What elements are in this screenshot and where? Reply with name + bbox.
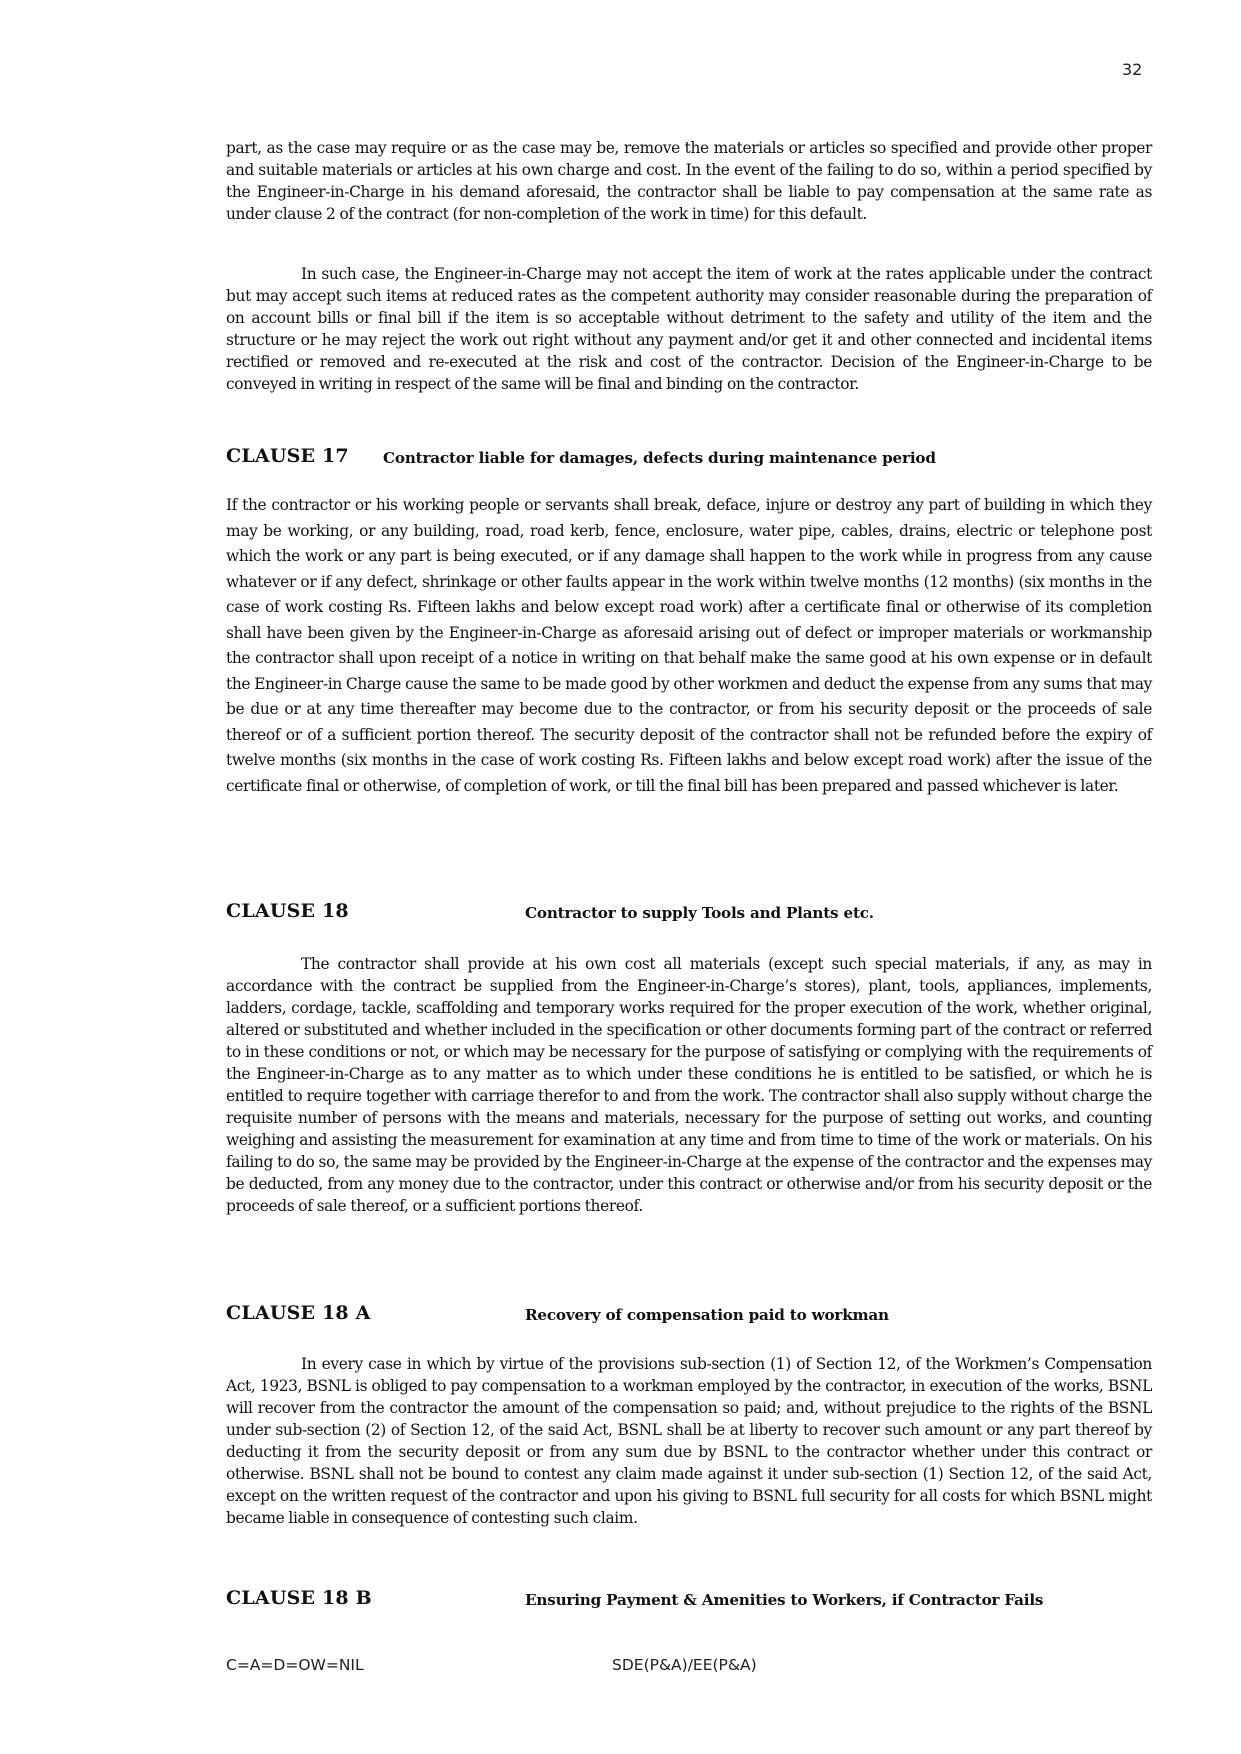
clause-body: In every case in which by virtue of the provisions sub-section (1) of Section 12, of the Workmen’s Compensation Act, 1923, BSNL is obliged to pay compensation to a workman employed by the contractor, in execution of the works, BSNL will recover from the contractor the amount of the compensation so paid; and, without prejudice to the rights of the BSNL under sub-section (2) of Section 12, of the said Act, BSNL shall be at liberty to recover such amount or any part thereof by deducting it from the security deposit or from any sum due by BSNL to the contractor whether under this contract or otherwise. BSNL shall not be bound to contest any claim made against it under sub-section (1) Section 12, of the said Act, except on the written request of the contractor and upon his giving to BSNL full security for all costs for which BSNL might became liable in consequence of contesting such claim. <box>226 1355 1152 1527</box>
intro-paragraph-2-container <box>226 263 1152 395</box>
clause-body: If the contractor or his working people or servants shall break, deface, injure or destroy any part of building in which they may be working, or any building, road, road kerb, fence, enclosure, water pipe, cables, drains, electric or telephone post which the work or any part is being executed, or if any damage shall happen to the work while in progress from any cause whatever or if any defect, shrinkage or other faults appear in the work within twelve months (12 months) (six months in the case of work costing Rs. Fifteen lakhs and below except road work) after a certificate final or otherwise of its completion shall have been given by the Engineer-in-Charge as aforesaid arising out of defect or improper materials or workmanship the contractor shall upon receipt of a notice in writing on that behalf make the same good at his own expense or in default the Engineer-in Charge cause the same to be made good by other workmen and deduct the expense from any sums that may be due or at any time thereafter may become due to the contractor, or from his security deposit or the proceeds of sale thereof or of a sufficient portion thereof. The security deposit of the contractor shall not be refunded before the expiry of twelve months (six months in the case of work costing Rs. Fifteen lakhs and below except road work) after the issue of the certificate final or otherwise, of completion of work, or till the final bill has been prepared and passed whichever is later. <box>226 496 1152 795</box>
intro-paragraph: part, as the case may require or as the case may be, remove the materials or articles so specified and provide other proper and suitable materials or articles at his own charge and cost. In the event of the failing to do so, within a period specified by the Engineer-in-Charge in his demand aforesaid, the contractor shall be liable to pay compensation at the same rate as under clause 2 of the contract (for non-completion of the work in time) for this default. <box>226 139 1152 223</box>
footer-left-code: C=A=D=OW=NIL <box>226 1656 364 1674</box>
clause-number: CLAUSE 18 B <box>226 1587 372 1609</box>
clause-title: Contractor liable for damages, defects during maintenance period <box>383 449 936 467</box>
clause-number: CLAUSE 17 <box>226 445 349 467</box>
clause-18-body-container <box>226 953 1152 1217</box>
page-number: 32 <box>1122 60 1143 79</box>
clause-title: Ensuring Payment & Amenities to Workers, if Contractor Fails <box>525 1591 1044 1609</box>
intro-paragraph-1-container <box>226 137 1152 225</box>
clause-title: Contractor to supply Tools and Plants etc. <box>525 904 874 922</box>
clause-number: CLAUSE 18 A <box>226 1302 371 1324</box>
clause-title: Recovery of compensation paid to workman <box>525 1306 889 1324</box>
footer-signatory: SDE(P&A)/EE(P&A) <box>612 1656 757 1674</box>
clause-17-body-container <box>226 493 1152 799</box>
clause-body: The contractor shall provide at his own cost all materials (except such special materials, if any, as may in accordance with the contract be supplied from the Engineer-in-Charge’s stores), plant, tools, appliances, implements, ladders, cordage, tackle, scaffolding and temporary works required for the proper execution of the work, whether original, altered or substituted and whether included in the specification or other documents forming part of the contract or referred to in these conditions or not, or which may be necessary for the purpose of satisfying or complying with the requirements of the Engineer-in-Charge as to any matter as to which under these conditions he is entitled to be satisfied, or which he is entitled to require together with carriage therefor to and from the work. The contractor shall also supply without charge the requisite number of persons with the means and materials, necessary for the purpose of setting out works, and counting weighing and assisting the measurement for examination at any time and from time to time of the work or materials. On his failing to do so, the same may be provided by the Engineer-in-Charge at the expense of the contractor and the expenses may be deducted, from any money due to the contractor, under this contract or otherwise and/or from his security deposit or the proceeds of sale thereof, or a sufficient portions thereof. <box>226 955 1152 1215</box>
clause-18a-body-container <box>226 1353 1152 1529</box>
clause-number: CLAUSE 18 <box>226 900 349 922</box>
intro-paragraph: In such case, the Engineer-in-Charge may not accept the item of work at the rates applicable under the contract but may accept such items at reduced rates as the competent authority may consider reasonable during the preparation of on account bills or final bill if the item is so acceptable without detriment to the safety and utility of the item and the structure or he may reject the work out right without any payment and/or get it and other connected and incidental items rectified or removed and re-executed at the risk and cost of the contractor. Decision of the Engineer-in-Charge to be conveyed in writing in respect of the same will be final and binding on the contractor. <box>226 265 1152 393</box>
